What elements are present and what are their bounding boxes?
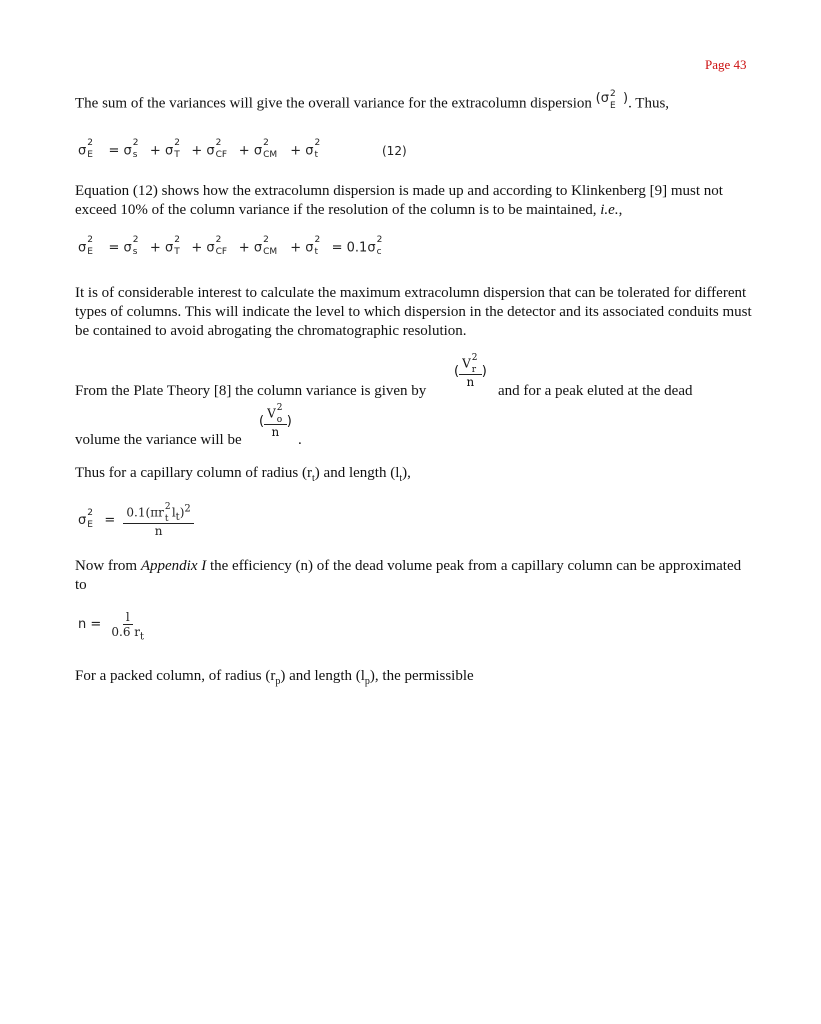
- fraction-vo-squared-over-n: ( V 2 o n ): [259, 403, 292, 439]
- equation-12: σ 2 E = σ 2 s + σ 2 T + σ 2 CF + σ 2 CM + σ 2 t: [78, 138, 321, 160]
- equation-13: σ 2 E = σ 2 s + σ 2 T + σ 2 CF + σ 2 CM + σ 2 t = 0.1σ 2 c: [78, 235, 383, 257]
- paragraph-text: The sum of the variances will give the overall variance for the extracolumn dispersion: [75, 95, 592, 112]
- paragraph-capillary-column: Thus for a capillary column of radius $(r_t)$ and length $(l_t)$,: [75, 465, 411, 484]
- paragraph-appendix: Now from Appendix I the efficiency (n) of the dead volume peak from a capillary column can be approximated to: [75, 558, 742, 593]
- equation-efficiency: n = $\frac{l}{0.6 r_t}$: [78, 610, 145, 643]
- equation-capillary-variance: σ 2 E = 0.1(πr 2 t $l_t)^2$ n: [78, 503, 194, 538]
- paragraph-plate-theory-end: and for a peak eluted at the dead: [498, 383, 693, 399]
- paragraph-klinkenberg: Equation (12) shows how the extracolumn dispersion is made up and according to Klinkenberg [9] must not exceed 10% of the column variance if the resolution of the column is to be maintained, i.e.,: [75, 183, 723, 218]
- equation-12-label: (12): [382, 144, 407, 158]
- paragraph-packed-column: For a packed column, of radius $(r_p)$ and length $(l_p)$, the permissible: [75, 668, 474, 687]
- paragraph-dead-volume: volume the variance will be: [75, 432, 242, 448]
- sigma-e-squared-inline: (σ 2 E ): [595, 89, 629, 111]
- page-number: Page 43: [705, 57, 747, 72]
- paragraph-variance-sum: The sum of the variances will give the overall variance for the extracolumn dispersion (σ 2 E ). Thus,: [75, 89, 670, 112]
- dead-volume-period: .: [298, 432, 302, 448]
- paragraph-plate-theory: From the Plate Theory [8] the column variance is given by: [75, 383, 427, 399]
- paragraph-interest: It is of considerable interest to calculate the maximum extracolumn dispersion that can be tolerated for different types of columns. This will indicate the level to which dispersion in the detector and its associated conduits must be contained to avoid abrogating the chromatographic resolution.: [75, 285, 752, 339]
- fraction-vr-squared-over-n: ( V 2 r n ): [454, 353, 487, 389]
